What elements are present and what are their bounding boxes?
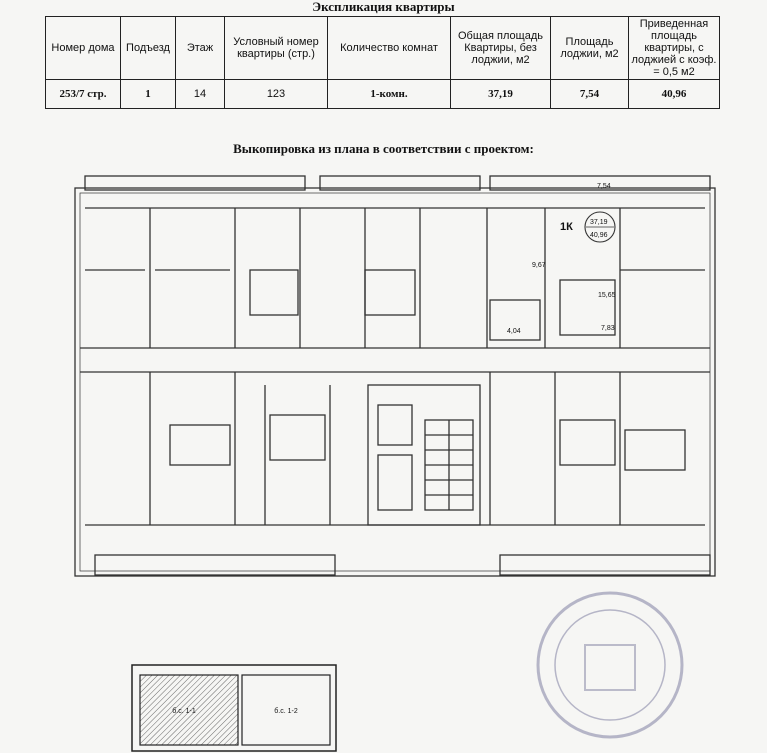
room-area-bathroom: 4,04 [507,328,521,335]
table-header-cell: Этаж [176,17,225,80]
room-area-kitchen: 9,67 [532,262,546,269]
table-cell: 123 [225,80,328,109]
section-scheme [130,663,340,753]
explication-table [45,16,720,109]
room-area-hall: 7,83 [601,325,615,332]
table-cell: 40,96 [629,80,720,109]
table-cell: 253/7 стр. [46,80,121,109]
explication-title: Экспликация квартиры [312,0,455,14]
table-cell: 14 [176,80,225,109]
table-header-cell: Условный номер квартиры (стр.) [225,17,328,80]
outer-wall [75,188,715,576]
table-header-cell: Подъезд [121,17,176,80]
table-cell: 1 [121,80,176,109]
section-2-label: б.с. 1-2 [274,708,298,715]
table-header-cell: Номер дома [46,17,121,80]
round-seal-stamp [530,585,690,745]
apartment-area-reduced: 40,96 [590,232,608,239]
section-1-label: б.с. 1-1 [172,708,196,715]
room-area-loggia: 7,54 [597,183,611,190]
plan-title: Выкопировка из плана в соответствии с проектом: [233,141,534,156]
apartment-label: 1К [560,221,573,233]
table-header-cell: Приведенная площадь квартиры, с лоджией с коэф. = 0,5 м2 [629,17,720,80]
floor-plan [0,160,767,630]
table-header-row [46,17,720,80]
table-cell: 7,54 [551,80,629,109]
table-row [46,80,720,109]
table-header-cell: Общая площадь Квартиры, без лоджии, м2 [451,17,551,80]
room-area-living: 15,65 [598,292,616,299]
table-header-cell: Количество комнат [328,17,451,80]
table-cell: 37,19 [451,80,551,109]
table-header-cell: Площадь лоджии, м2 [551,17,629,80]
apartment-area-total: 37,19 [590,219,608,226]
table-cell: 1-комн. [328,80,451,109]
